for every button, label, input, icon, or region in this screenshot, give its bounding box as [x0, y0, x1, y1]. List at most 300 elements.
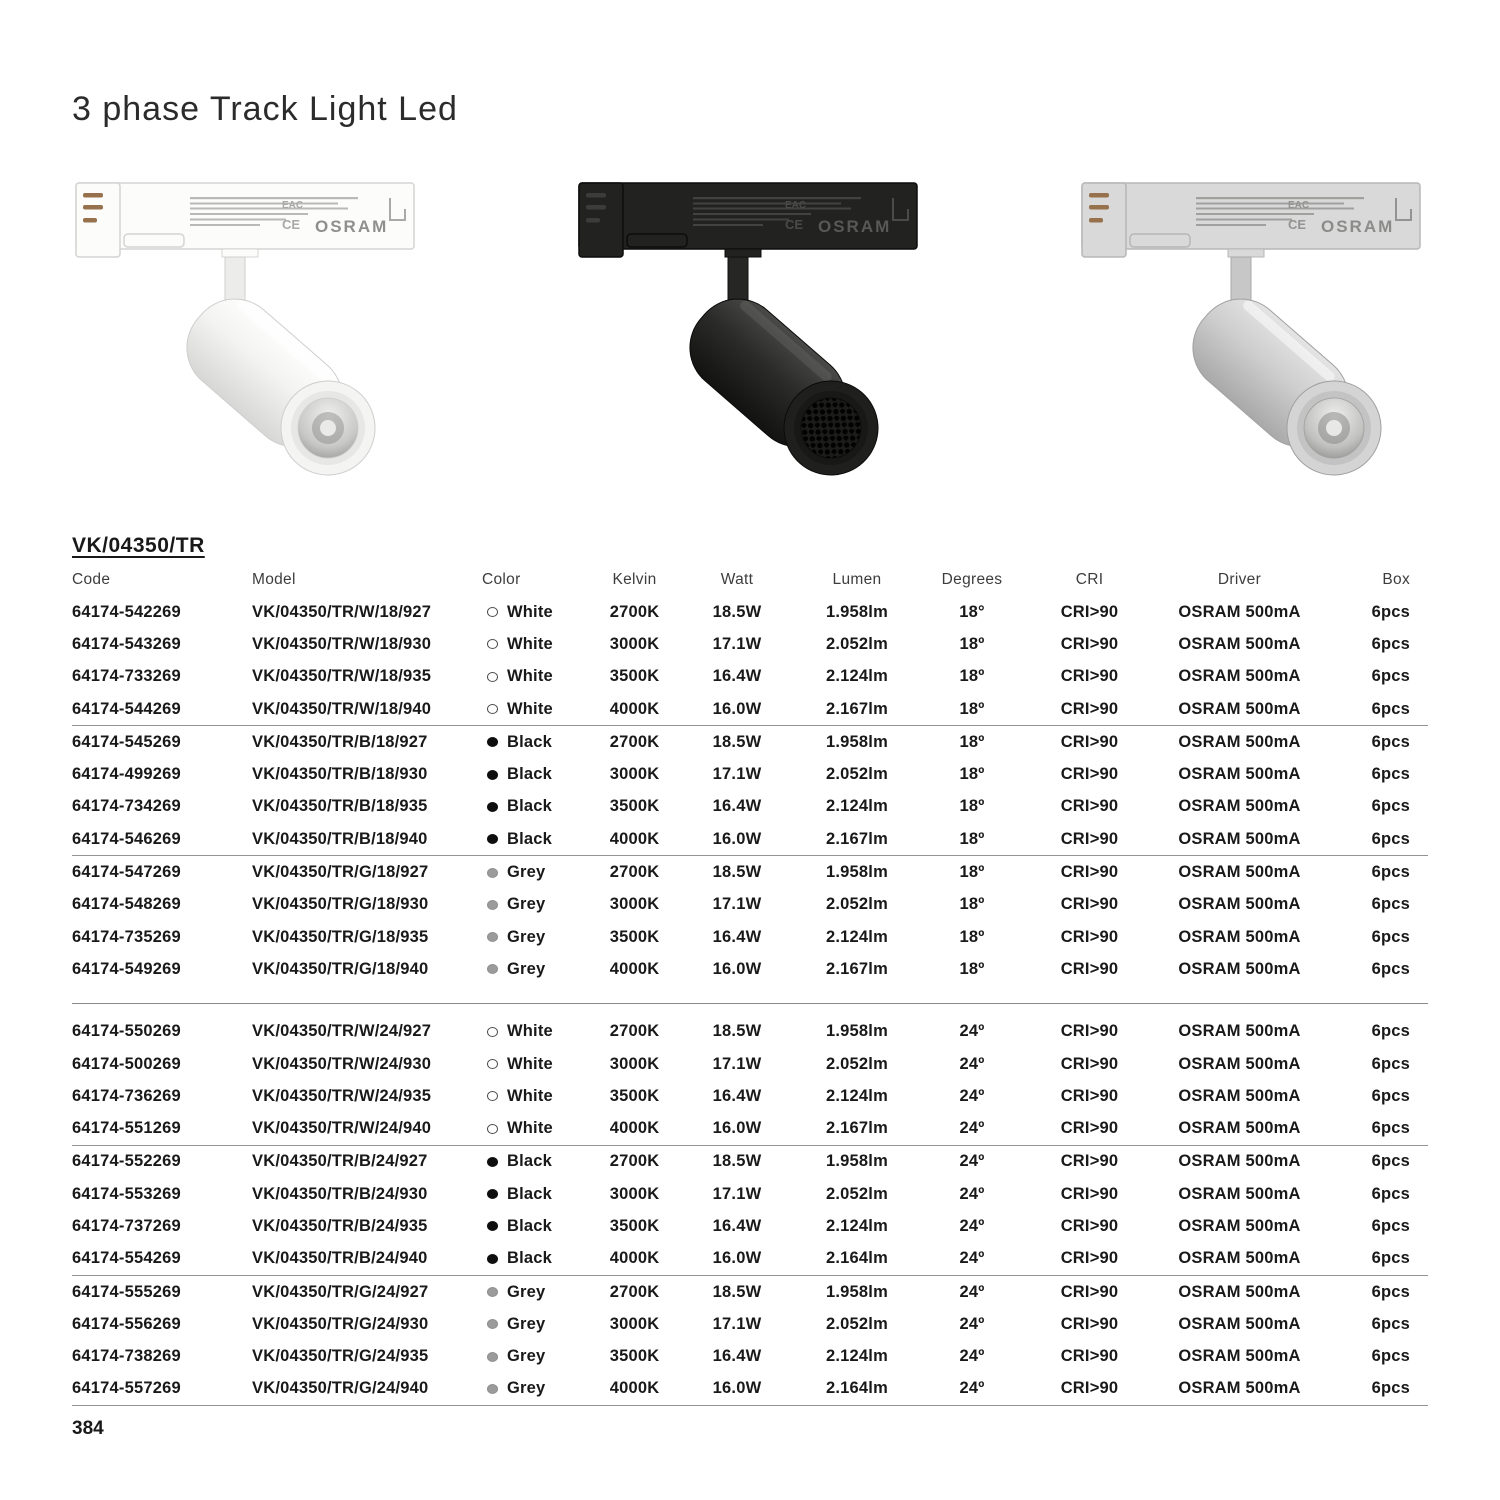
- cell-cri: CRI>90: [1060, 699, 1119, 718]
- cell-lumen: 1.958lm: [826, 732, 888, 751]
- cell-kelvin: 4000K: [609, 1249, 660, 1268]
- cell-cri: CRI>90: [1060, 797, 1119, 816]
- cell-color: [482, 1347, 577, 1366]
- color-label: White: [507, 602, 553, 621]
- cell-box: 6pcs: [1371, 1152, 1410, 1171]
- cell-code: 64174-735269: [72, 927, 181, 946]
- cell-kelvin: 4000K: [609, 699, 660, 718]
- cell-degrees: 18º: [959, 863, 985, 882]
- cell-code: 64174-738269: [72, 1347, 181, 1366]
- color-label: Grey: [507, 1379, 546, 1398]
- cell-model: VK/04350/TR/W/18/927: [252, 602, 432, 621]
- cell-model: VK/04350/TR/B/24/930: [252, 1184, 428, 1203]
- cell-color: [482, 1283, 577, 1302]
- cell-box: 6pcs: [1371, 1119, 1410, 1138]
- cell-degrees: 18º: [959, 699, 985, 718]
- cell-model: VK/04350/TR/G/24/940: [252, 1379, 429, 1398]
- cell-model: VK/04350/TR/G/24/935: [252, 1347, 429, 1366]
- cell-box: 6pcs: [1371, 1216, 1410, 1235]
- cell-driver: OSRAM 500mA: [1178, 765, 1301, 784]
- table-row: [72, 693, 1428, 725]
- cell-driver: OSRAM 500mA: [1178, 634, 1301, 653]
- cell-code: 64174-557269: [72, 1379, 181, 1398]
- color-label: White: [507, 1119, 553, 1138]
- spotlight-cylinder: [672, 281, 897, 494]
- table-row: [72, 889, 1428, 921]
- col-header-code: Code: [72, 571, 111, 588]
- cell-driver: OSRAM 500mA: [1178, 1347, 1301, 1366]
- cell-degrees: 24º: [959, 1379, 985, 1398]
- cell-cri: CRI>90: [1060, 1086, 1119, 1105]
- cell-lumen: 2.124lm: [826, 1347, 888, 1366]
- cell-code: 64174-552269: [72, 1152, 181, 1171]
- cell-model: VK/04350/TR/G/18/935: [252, 927, 429, 946]
- table-row: [72, 1373, 1428, 1405]
- cell-model: VK/04350/TR/W/18/935: [252, 667, 432, 686]
- table-row: [72, 1308, 1428, 1340]
- cell-box: 6pcs: [1371, 797, 1410, 816]
- cell-degrees: 18º: [959, 927, 985, 946]
- cell-kelvin: 3000K: [609, 895, 660, 914]
- table-row: [72, 1112, 1428, 1144]
- cell-watt: 17.1W: [712, 765, 762, 784]
- cell-kelvin: 3500K: [609, 1216, 660, 1235]
- color-label: White: [507, 1054, 553, 1073]
- cell-degrees: 24º: [959, 1086, 985, 1105]
- track-light-image-black: [575, 174, 925, 506]
- cell-kelvin: 3500K: [609, 1086, 660, 1105]
- cell-color: [482, 635, 577, 654]
- black-color-dot-icon: [487, 1189, 498, 1199]
- cell-driver: OSRAM 500mA: [1178, 1249, 1301, 1268]
- cell-lumen: 2.124lm: [826, 797, 888, 816]
- cell-box: 6pcs: [1371, 927, 1410, 946]
- cell-kelvin: 3000K: [609, 765, 660, 784]
- cell-model: VK/04350/TR/B/18/930: [252, 765, 428, 784]
- cell-code: 64174-549269: [72, 959, 181, 978]
- cell-driver: OSRAM 500mA: [1178, 1314, 1301, 1333]
- cell-lumen: 2.167lm: [826, 829, 888, 848]
- color-label: Grey: [507, 1282, 546, 1301]
- cell-cri: CRI>90: [1060, 1054, 1119, 1073]
- cell-driver: OSRAM 500mA: [1178, 927, 1301, 946]
- white-color-dot-icon: [487, 704, 498, 714]
- cell-degrees: 18º: [959, 895, 985, 914]
- white-color-dot-icon: [487, 1124, 498, 1134]
- eac-mark-icon: EAC: [1288, 200, 1310, 211]
- black-color-dot-icon: [487, 802, 498, 812]
- spotlight-cylinder: [169, 281, 394, 494]
- cell-code: 64174-733269: [72, 667, 181, 686]
- cell-color: [482, 1055, 577, 1074]
- cell-degrees: 24º: [959, 1282, 985, 1301]
- table-row: [72, 1080, 1428, 1112]
- grey-color-dot-icon: [487, 1287, 498, 1297]
- cell-code: 64174-737269: [72, 1216, 181, 1235]
- cell-cri: CRI>90: [1060, 927, 1119, 946]
- cell-kelvin: 2700K: [609, 602, 660, 621]
- cell-cri: CRI>90: [1060, 1347, 1119, 1366]
- cell-box: 6pcs: [1371, 829, 1410, 848]
- product-code-heading: VK/04350/TR: [72, 534, 205, 557]
- cell-degrees: 18°: [959, 602, 985, 621]
- cell-box: 6pcs: [1371, 863, 1410, 882]
- color-label: Black: [507, 1152, 553, 1171]
- table-row: [72, 953, 1428, 985]
- driver-box: [1082, 183, 1420, 257]
- cell-cri: CRI>90: [1060, 1152, 1119, 1171]
- table-row: [72, 1276, 1428, 1308]
- col-header-lumen: Lumen: [832, 571, 882, 588]
- col-header-kelvin: Kelvin: [612, 571, 657, 588]
- table-row: [72, 791, 1428, 823]
- cell-model: VK/04350/TR/B/18/940: [252, 829, 428, 848]
- cell-lumen: 1.958lm: [826, 1282, 888, 1301]
- ce-mark-icon: CE: [785, 217, 804, 232]
- grey-color-dot-icon: [487, 1319, 498, 1329]
- col-header-driver: Driver: [1217, 571, 1262, 588]
- cell-watt: 16.0W: [712, 1249, 762, 1268]
- cell-box: 6pcs: [1371, 732, 1410, 751]
- color-label: Black: [507, 1249, 553, 1268]
- eac-mark-icon: EAC: [785, 200, 807, 211]
- cell-degrees: 24º: [959, 1249, 985, 1268]
- cell-driver: OSRAM 500mA: [1178, 797, 1301, 816]
- cell-driver: OSRAM 500mA: [1178, 959, 1301, 978]
- cell-kelvin: 2700K: [609, 732, 660, 751]
- color-label: Black: [507, 1216, 553, 1235]
- spec-table: [72, 564, 1428, 1406]
- grey-color-dot-icon: [487, 868, 498, 878]
- table-row: [72, 823, 1428, 855]
- ce-mark-icon: CE: [1288, 217, 1307, 232]
- cell-model: VK/04350/TR/W/24/940: [252, 1119, 432, 1138]
- cell-kelvin: 3000K: [609, 1184, 660, 1203]
- col-header-degrees: Degrees: [941, 571, 1003, 588]
- cell-lumen: 1.958lm: [826, 1152, 888, 1171]
- cell-driver: OSRAM 500mA: [1178, 1379, 1301, 1398]
- cell-driver: OSRAM 500mA: [1178, 1184, 1301, 1203]
- cell-model: VK/04350/TR/B/18/935: [252, 797, 428, 816]
- row-group: [72, 1016, 1428, 1146]
- cell-cri: CRI>90: [1060, 863, 1119, 882]
- cell-driver: OSRAM 500mA: [1178, 667, 1301, 686]
- grey-color-dot-icon: [487, 932, 498, 942]
- cell-model: VK/04350/TR/B/24/927: [252, 1152, 428, 1171]
- cell-box: 6pcs: [1371, 699, 1410, 718]
- color-label: Grey: [507, 895, 546, 914]
- cell-box: 6pcs: [1371, 1249, 1410, 1268]
- color-label: White: [507, 667, 553, 686]
- osram-logo: OSRAM: [818, 217, 892, 236]
- cell-box: 6pcs: [1371, 765, 1410, 784]
- cell-degrees: 24º: [959, 1022, 985, 1041]
- table-row: [72, 661, 1428, 693]
- osram-logo: OSRAM: [315, 217, 389, 236]
- cell-kelvin: 3500K: [609, 797, 660, 816]
- cell-degrees: 18º: [959, 667, 985, 686]
- page-number: 384: [72, 1418, 104, 1440]
- product-photo-black: [575, 174, 925, 506]
- cell-model: VK/04350/TR/W/24/927: [252, 1022, 432, 1041]
- cell-lumen: 2.124lm: [826, 1086, 888, 1105]
- eac-mark-icon: EAC: [282, 200, 304, 211]
- color-label: White: [507, 1086, 553, 1105]
- cell-driver: OSRAM 500mA: [1178, 1086, 1301, 1105]
- white-color-dot-icon: [487, 607, 498, 617]
- row-group: [72, 856, 1428, 985]
- track-contact: [1089, 193, 1109, 198]
- cell-color: [482, 1185, 577, 1204]
- col-header-color: Color: [482, 571, 521, 588]
- cell-watt: 18.5W: [712, 1282, 762, 1301]
- cell-watt: 18.5W: [712, 732, 762, 751]
- cell-cri: CRI>90: [1060, 1216, 1119, 1235]
- cell-box: 6pcs: [1371, 1282, 1410, 1301]
- cell-degrees: 24º: [959, 1184, 985, 1203]
- track-contact: [83, 193, 103, 198]
- cell-lumen: 2.167lm: [826, 699, 888, 718]
- color-label: Black: [507, 1184, 553, 1203]
- cell-code: 64174-553269: [72, 1184, 181, 1203]
- cell-code: 64174-546269: [72, 829, 181, 848]
- table-row: [72, 596, 1428, 628]
- osram-logo: OSRAM: [1321, 217, 1395, 236]
- cell-driver: OSRAM 500mA: [1178, 895, 1301, 914]
- cell-degrees: 18º: [959, 634, 985, 653]
- cell-cri: CRI>90: [1060, 1379, 1119, 1398]
- cell-watt: 16.0W: [712, 959, 762, 978]
- cell-watt: 16.4W: [712, 667, 762, 686]
- cell-watt: 16.0W: [712, 829, 762, 848]
- cell-model: VK/04350/TR/G/24/930: [252, 1314, 429, 1333]
- white-color-dot-icon: [487, 1059, 498, 1069]
- cell-model: VK/04350/TR/W/18/940: [252, 699, 432, 718]
- grey-color-dot-icon: [487, 900, 498, 910]
- cell-lumen: 2.167lm: [826, 959, 888, 978]
- color-label: Grey: [507, 1314, 546, 1333]
- cell-color: [482, 603, 577, 622]
- spotlight-cylinder: [1175, 281, 1400, 494]
- table-row: [72, 628, 1428, 660]
- cell-color: [482, 1217, 577, 1236]
- cell-degrees: 24º: [959, 1314, 985, 1333]
- cell-lumen: 2.052lm: [826, 1054, 888, 1073]
- cell-code: 64174-499269: [72, 765, 181, 784]
- color-label: Grey: [507, 1347, 546, 1366]
- cell-lumen: 2.167lm: [826, 1119, 888, 1138]
- cell-kelvin: 2700K: [609, 1152, 660, 1171]
- col-header-cri: CRI: [1075, 571, 1104, 588]
- col-header-watt: Watt: [720, 571, 754, 588]
- cell-watt: 18.5W: [712, 863, 762, 882]
- col-header-box: Box: [1382, 571, 1410, 588]
- product-photo-grey: [1078, 174, 1428, 506]
- cell-color: [482, 960, 577, 979]
- cell-watt: 16.0W: [712, 699, 762, 718]
- cell-lumen: 2.052lm: [826, 1314, 888, 1333]
- cell-model: VK/04350/TR/W/24/930: [252, 1054, 432, 1073]
- white-color-dot-icon: [487, 672, 498, 682]
- cell-watt: 18.5W: [712, 1152, 762, 1171]
- cell-color: [482, 1152, 577, 1171]
- color-label: Black: [507, 797, 553, 816]
- row-group: [72, 1146, 1428, 1276]
- cell-lumen: 2.164lm: [826, 1249, 888, 1268]
- col-header-model: Model: [252, 571, 296, 588]
- color-label: Grey: [507, 959, 546, 978]
- cell-watt: 16.0W: [712, 1379, 762, 1398]
- table-header-row: [72, 564, 1428, 596]
- cell-cri: CRI>90: [1060, 1119, 1119, 1138]
- cell-kelvin: 2700K: [609, 1022, 660, 1041]
- cell-box: 6pcs: [1371, 1054, 1410, 1073]
- cell-model: VK/04350/TR/W/18/930: [252, 634, 432, 653]
- cell-watt: 17.1W: [712, 1054, 762, 1073]
- cell-degrees: 18º: [959, 732, 985, 751]
- cell-cri: CRI>90: [1060, 634, 1119, 653]
- cell-box: 6pcs: [1371, 1022, 1410, 1041]
- cell-lumen: 2.052lm: [826, 634, 888, 653]
- table-row: [72, 1178, 1428, 1210]
- track-light-image-grey: [1078, 174, 1428, 506]
- cell-model: VK/04350/TR/G/18/930: [252, 895, 429, 914]
- black-color-dot-icon: [487, 1254, 498, 1264]
- cell-color: [482, 1022, 577, 1041]
- cell-box: 6pcs: [1371, 1314, 1410, 1333]
- cell-code: 64174-547269: [72, 863, 181, 882]
- cell-watt: 17.1W: [712, 1184, 762, 1203]
- cell-code: 64174-736269: [72, 1086, 181, 1105]
- cell-watt: 16.4W: [712, 927, 762, 946]
- cell-degrees: 18º: [959, 765, 985, 784]
- cell-degrees: 18º: [959, 797, 985, 816]
- cell-degrees: 24º: [959, 1347, 985, 1366]
- cell-driver: OSRAM 500mA: [1178, 1119, 1301, 1138]
- cell-driver: OSRAM 500mA: [1178, 829, 1301, 848]
- cell-color: [482, 895, 577, 914]
- cell-watt: 16.0W: [712, 1119, 762, 1138]
- table-row: [72, 1210, 1428, 1242]
- cell-box: 6pcs: [1371, 602, 1410, 621]
- product-images-row: [72, 174, 1428, 506]
- table-row: [72, 1016, 1428, 1048]
- color-label: White: [507, 634, 553, 653]
- white-color-dot-icon: [487, 1027, 498, 1037]
- table-row: [72, 1048, 1428, 1080]
- cell-cri: CRI>90: [1060, 1249, 1119, 1268]
- track-light-image-white: [72, 174, 422, 506]
- cell-watt: 16.4W: [712, 797, 762, 816]
- cell-cri: CRI>90: [1060, 1022, 1119, 1041]
- cell-code: 64174-548269: [72, 895, 181, 914]
- cell-box: 6pcs: [1371, 1347, 1410, 1366]
- cell-watt: 18.5W: [712, 1022, 762, 1041]
- cell-lumen: 2.124lm: [826, 927, 888, 946]
- cell-lumen: 1.958lm: [826, 602, 888, 621]
- cell-color: [482, 1379, 577, 1398]
- cell-color: [482, 1315, 577, 1334]
- cell-degrees: 24º: [959, 1054, 985, 1073]
- cell-color: [482, 700, 577, 719]
- row-group: [72, 726, 1428, 856]
- cell-model: VK/04350/TR/G/18/940: [252, 959, 429, 978]
- black-color-dot-icon: [487, 1221, 498, 1231]
- cell-box: 6pcs: [1371, 895, 1410, 914]
- cell-code: 64174-500269: [72, 1054, 181, 1073]
- table-body: [72, 596, 1428, 1406]
- cell-box: 6pcs: [1371, 1086, 1410, 1105]
- color-label: Black: [507, 732, 553, 751]
- cell-cri: CRI>90: [1060, 1184, 1119, 1203]
- track-contact: [586, 193, 606, 198]
- cell-lumen: 1.958lm: [826, 1022, 888, 1041]
- cell-lumen: 2.052lm: [826, 765, 888, 784]
- cell-kelvin: 2700K: [609, 1282, 660, 1301]
- table-row: [72, 1146, 1428, 1178]
- grey-color-dot-icon: [487, 1352, 498, 1362]
- color-label: Grey: [507, 863, 546, 882]
- color-label: Black: [507, 829, 553, 848]
- cell-code: 64174-543269: [72, 634, 181, 653]
- cell-watt: 16.4W: [712, 1216, 762, 1235]
- cell-kelvin: 3000K: [609, 1054, 660, 1073]
- cell-kelvin: 4000K: [609, 959, 660, 978]
- cell-watt: 16.4W: [712, 1347, 762, 1366]
- cell-code: 64174-555269: [72, 1282, 181, 1301]
- table-row: [72, 856, 1428, 888]
- cell-driver: OSRAM 500mA: [1178, 1054, 1301, 1073]
- cell-lumen: 2.052lm: [826, 1184, 888, 1203]
- cell-model: VK/04350/TR/G/24/927: [252, 1282, 429, 1301]
- section-divider: [72, 1003, 1428, 1004]
- cell-lumen: 2.124lm: [826, 1216, 888, 1235]
- cell-kelvin: 3500K: [609, 667, 660, 686]
- cell-driver: OSRAM 500mA: [1178, 602, 1301, 621]
- table-row: [72, 921, 1428, 953]
- cell-cri: CRI>90: [1060, 895, 1119, 914]
- cell-model: VK/04350/TR/B/24/940: [252, 1249, 428, 1268]
- cell-degrees: 18º: [959, 959, 985, 978]
- cell-color: [482, 733, 577, 752]
- cell-cri: CRI>90: [1060, 667, 1119, 686]
- row-group: [72, 596, 1428, 726]
- row-group: [72, 1276, 1428, 1406]
- cell-lumen: 2.124lm: [826, 667, 888, 686]
- cell-driver: OSRAM 500mA: [1178, 1152, 1301, 1171]
- black-color-dot-icon: [487, 1157, 498, 1167]
- cell-color: [482, 1087, 577, 1106]
- cell-color: [482, 667, 577, 686]
- cell-kelvin: 4000K: [609, 829, 660, 848]
- table-row: [72, 758, 1428, 790]
- cell-driver: OSRAM 500mA: [1178, 863, 1301, 882]
- cell-code: 64174-734269: [72, 797, 181, 816]
- cell-box: 6pcs: [1371, 1184, 1410, 1203]
- cell-kelvin: 3000K: [609, 1314, 660, 1333]
- cell-code: 64174-551269: [72, 1119, 181, 1138]
- cell-degrees: 24º: [959, 1216, 985, 1235]
- cell-kelvin: 3500K: [609, 927, 660, 946]
- cell-cri: CRI>90: [1060, 765, 1119, 784]
- cell-cri: CRI>90: [1060, 829, 1119, 848]
- black-color-dot-icon: [487, 770, 498, 780]
- cell-kelvin: 3000K: [609, 634, 660, 653]
- cell-code: 64174-544269: [72, 699, 181, 718]
- cell-model: VK/04350/TR/W/24/935: [252, 1086, 432, 1105]
- cell-cri: CRI>90: [1060, 602, 1119, 621]
- cell-lumen: 2.052lm: [826, 895, 888, 914]
